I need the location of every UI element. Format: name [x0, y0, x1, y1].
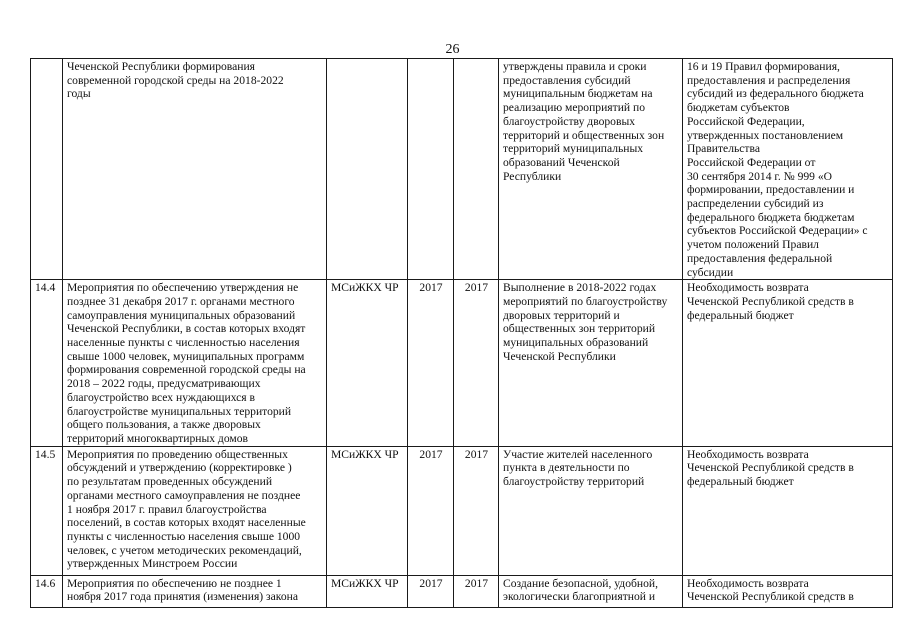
table-row	[31, 280, 893, 446]
consequence-cell: Необходимость возврата Чеченской Республикой средств в федеральный бюджет	[683, 446, 893, 575]
row-number-cell: 14.4	[31, 280, 63, 446]
row-number-cell	[31, 59, 63, 280]
executor-cell	[327, 59, 408, 280]
row-number-cell: 14.6	[31, 575, 63, 607]
start-year-cell: 2017	[408, 280, 454, 446]
measure-name-cell: Мероприятия по проведению общественных обсуждений и утверждению (корректировке ) по результатам проведенных обсуждений органами местного самоуправления не позднее 1 ноября 2017 г. правил благоустройства поселений, в состав которых входят населенные пункты с численностью населения свыше 1000 человек, с учетом методических рекомендаций, утвержденных Минстроем России	[63, 446, 327, 575]
table-row	[31, 59, 893, 280]
end-year-cell: 2017	[454, 280, 499, 446]
measure-name-cell: Мероприятия по обеспечению утверждения не позднее 31 декабря 2017 г. органами местного самоуправления муниципальных образований Чеченской Республики, в состав которых входят населенные пункты с численностью населения свыше 1000 человек, муниципальных программ формирования современной городской среды на 2018 – 2022 годы, предусматривающих благоустройство всех нуждающихся в благоустройстве муниципальных территорий общего пользования, а также дворовых территорий многоквартирных домов	[63, 280, 327, 446]
table-row	[31, 446, 893, 575]
executor-cell: МСиЖКХ ЧР	[327, 446, 408, 575]
executor-cell: МСиЖКХ ЧР	[327, 280, 408, 446]
end-year-cell	[454, 59, 499, 280]
executor-cell: МСиЖКХ ЧР	[327, 575, 408, 607]
measure-name-cell: Мероприятия по обеспечению не позднее 1 ноября 2017 года принятия (изменения) закона	[63, 575, 327, 607]
end-year-cell: 2017	[454, 575, 499, 607]
measure-name-cell: Чеченской Республики формирования современной городской среды на 2018-2022 годы	[63, 59, 327, 280]
row-number-cell: 14.5	[31, 446, 63, 575]
expected-result-cell: утверждены правила и сроки предоставления субсидий муниципальным бюджетам на реализацию мероприятий по благоустройству дворовых территорий и общественных зон территорий муниципальных образований Чеченской Республики	[499, 59, 683, 280]
page-number: 26	[445, 42, 460, 57]
expected-result-cell: Выполнение в 2018-2022 годах мероприятий по благоустройству дворовых территорий и общественных зон территорий муниципальных образований Чеченской Республики	[499, 280, 683, 446]
consequence-cell: Необходимость возврата Чеченской Республикой средств в федеральный бюджет	[683, 280, 893, 446]
start-year-cell: 2017	[408, 575, 454, 607]
consequence-cell: 16 и 19 Правил формирования, предоставления и распределения субсидий из федерального бюджета бюджетам субъектов Российской Федерации, утвержденных постановлением Правительства Российской Федерации от 30 сентября 2014 г. № 999 «О формировании, предоставлении и распределении субсидий из федерального бюджета бюджетам субъектов Российской Федерации» с учетом положений Правил предоставления федеральной субсидии	[683, 59, 893, 280]
start-year-cell: 2017	[408, 446, 454, 575]
measures-table	[30, 58, 893, 608]
table-row	[31, 575, 893, 607]
start-year-cell	[408, 59, 454, 280]
expected-result-cell: Участие жителей населенного пункта в деятельности по благоустройству территорий	[499, 446, 683, 575]
expected-result-cell: Создание безопасной, удобной, экологически благоприятной и	[499, 575, 683, 607]
consequence-cell: Необходимость возврата Чеченской Республикой средств в	[683, 575, 893, 607]
end-year-cell: 2017	[454, 446, 499, 575]
